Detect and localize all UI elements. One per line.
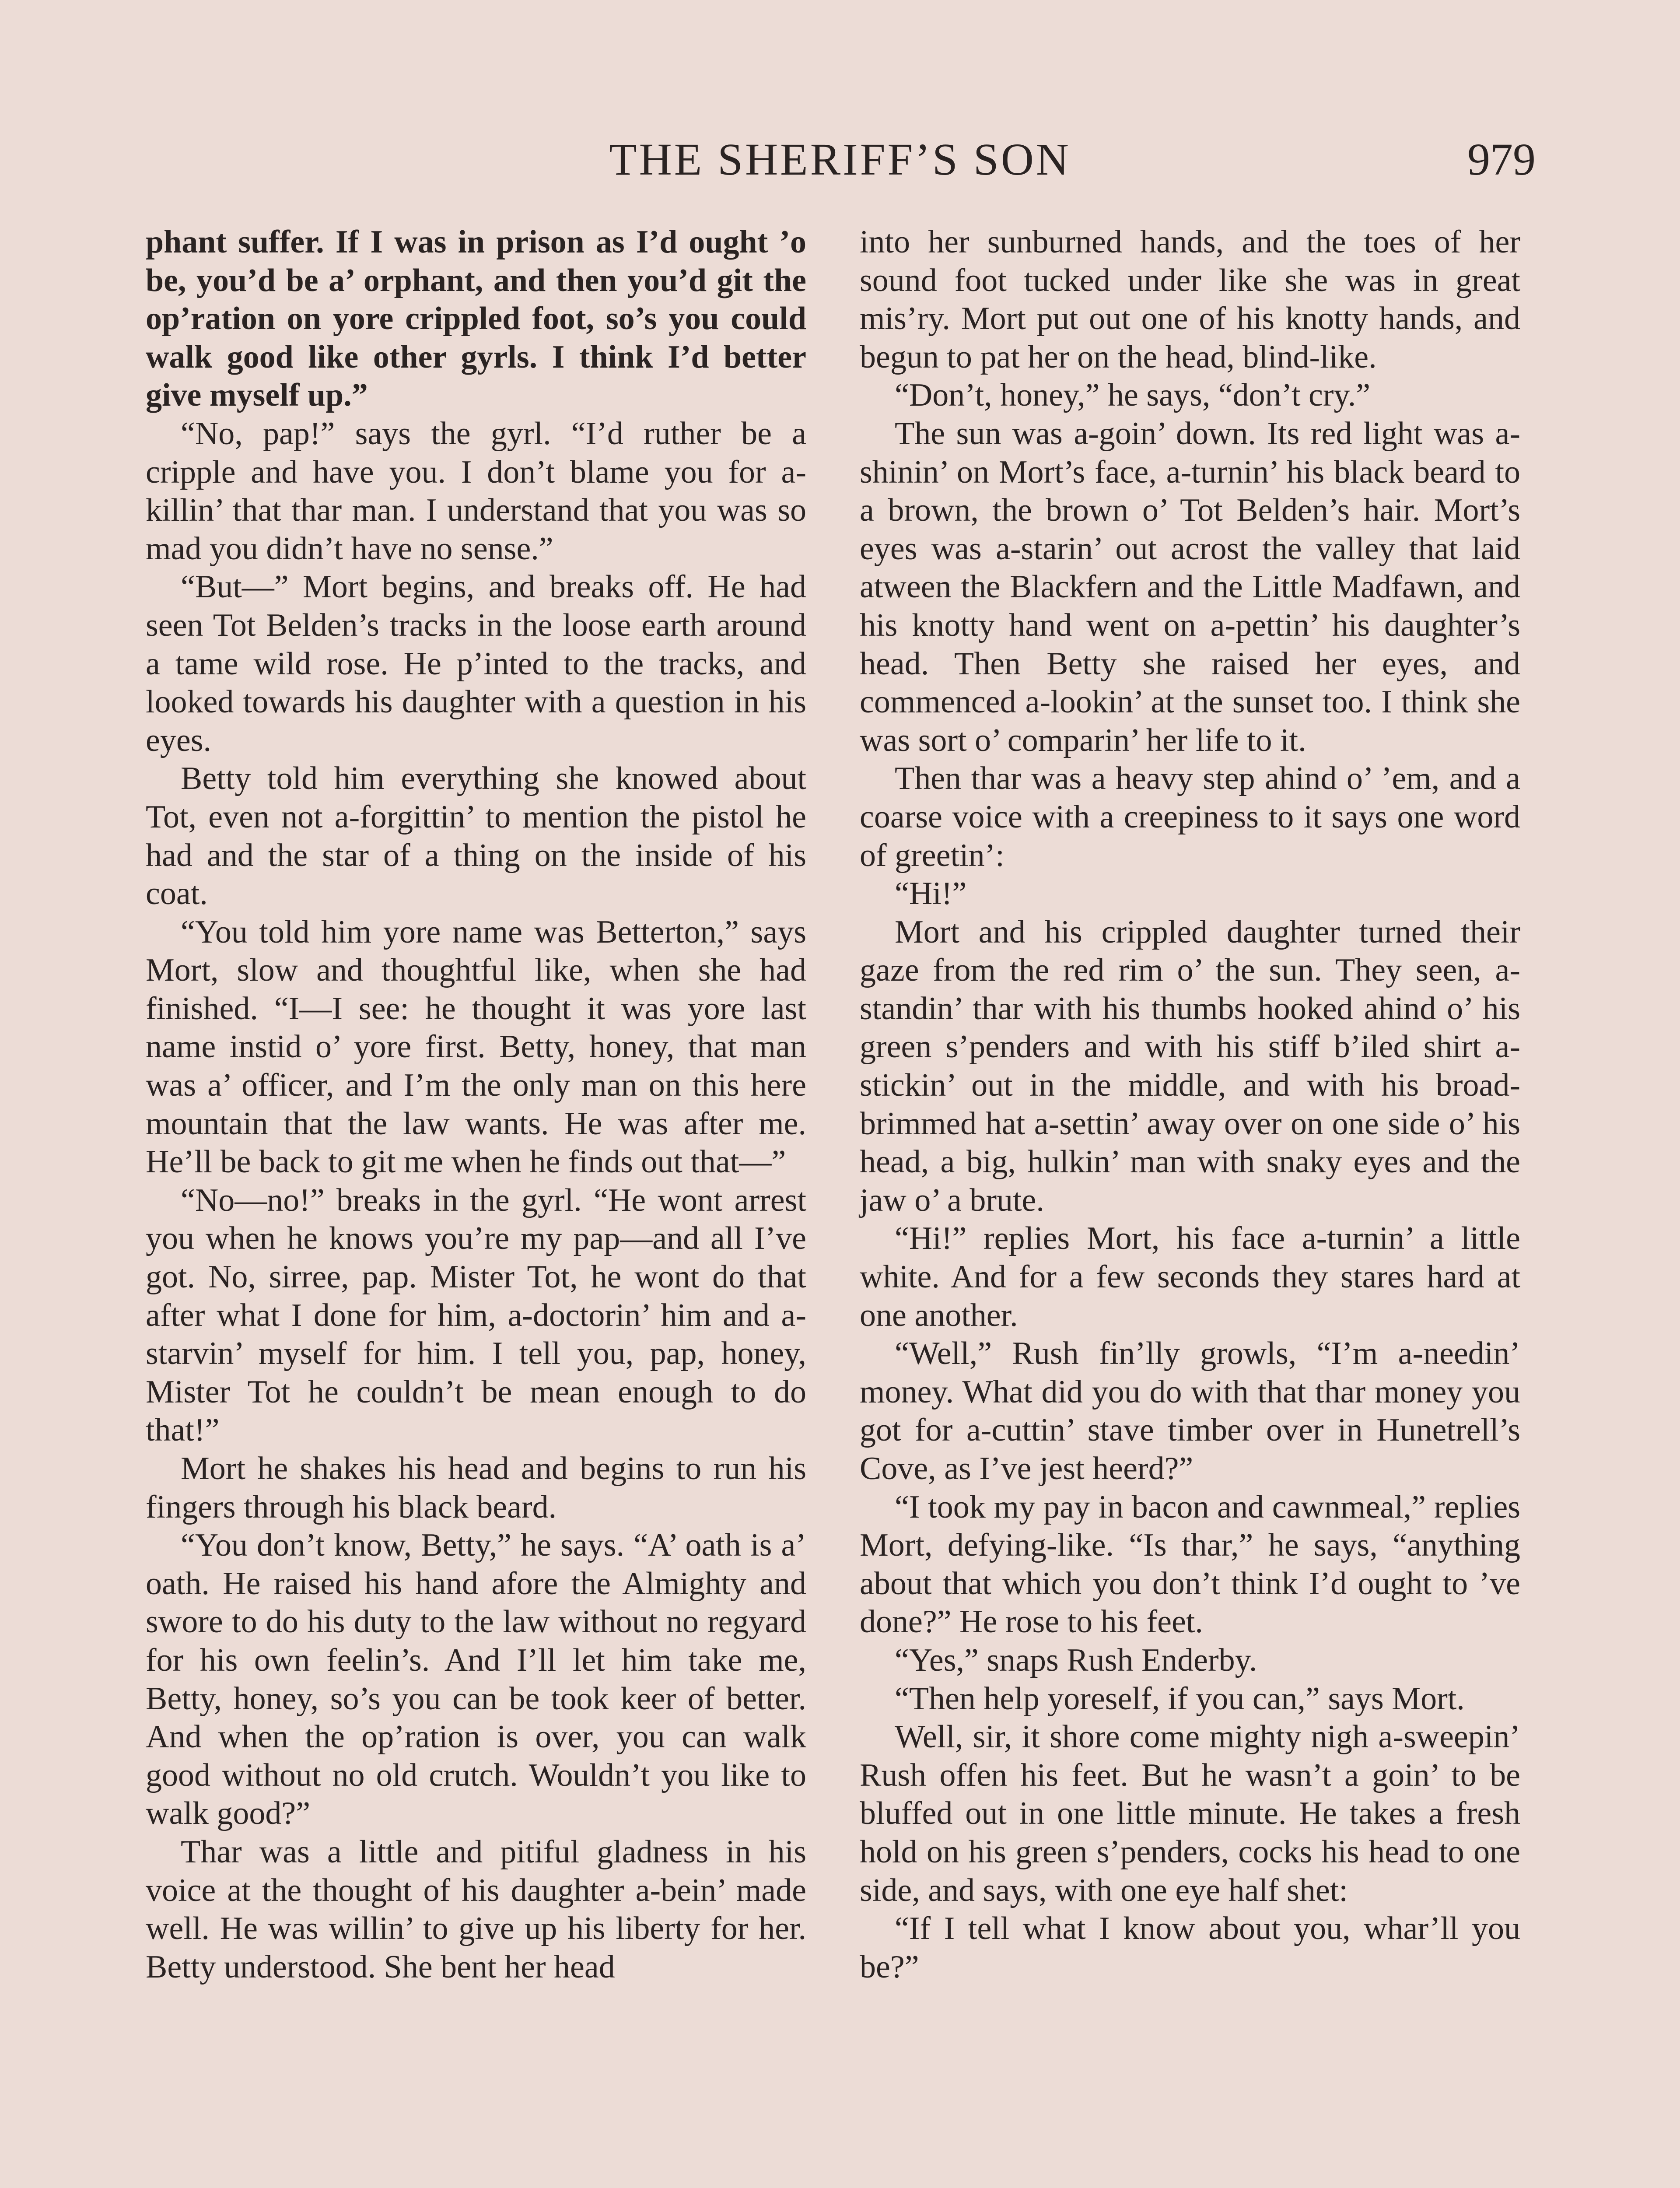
paragraph: “No—no!” breaks in the gyrl. “He wont arrest you when he knows you’re my pap—and all I’ve got. No, sirree, pap. Mister Tot, he wont do that after what I done for him, a-doctorin’ him and a-starvin’ myself for him. I tell you, pap, honey, Mister Tot he couldn’t be mean enough to do that!” bbox=[146, 1182, 806, 1448]
paragraph: Thar was a little and pitiful gladness in his voice at the thought of his daughter a-bein’ made well. He was willin’ to give up his liberty for her. Betty understood. She bent her head bbox=[146, 1834, 806, 1985]
paragraph: “No, pap!” says the gyrl. “I’d ruther be a cripple and have you. I don’t blame you for a-killin’ that thar man. I understand that you was so mad you didn’t have no sense.” bbox=[146, 415, 806, 567]
page-title: THE SHERIFF’S SON bbox=[609, 134, 1071, 185]
paragraph: “Hi!” replies Mort, his face a-turnin’ a little white. And for a few seconds they stares hard at one another. bbox=[860, 1220, 1520, 1333]
paragraph: “But—” Mort begins, and breaks off. He had seen Tot Belden’s tracks in the loose earth around a tame wild rose. He p’inted to the tracks, and looked towards his daughter with a question in his eyes. bbox=[146, 569, 806, 758]
paragraph: “Don’t, honey,” he says, “don’t cry.” bbox=[895, 377, 1371, 414]
page-number: 979 bbox=[1467, 134, 1536, 185]
paragraph: “You told him yore name was Betterton,” says Mort, slow and thoughtful like, when she had finished. “I—I see: he thought it was yore last name instid o’ yore first. Betty, honey, that man was a’ officer, and I’m the only man on this here mountain that the law wants. He was after me. He’ll be back to git me when he finds out that—” bbox=[146, 914, 806, 1180]
paragraph: Betty told him everything she knowed about Tot, even not a-forgittin’ to mention the pistol he had and the star of a thing on the inside of his coat. bbox=[146, 761, 806, 912]
paragraph: “I took my pay in bacon and cawnmeal,” replies Mort, defying-like. “Is thar,” he says, “anything about that which you don’t think I’d ought to ’ve done?” He rose to his feet. bbox=[860, 1489, 1520, 1640]
running-head bbox=[144, 127, 1536, 193]
paragraph: “You don’t know, Betty,” he says. “A’ oath is a’ oath. He raised his hand afore the Almighty and swore to do his duty to the law without no regyard for his own feelin’s. And I’ll let him take me, Betty, honey, so’s you can be took keer of better. And when the op’ration is over, you can walk good without no old crutch. Wouldn’t you like to walk good?” bbox=[146, 1527, 806, 1832]
paragraph: “Yes,” snaps Rush Enderby. bbox=[895, 1642, 1257, 1678]
paragraph: Mort he shakes his head and begins to run his fingers through his black beard. bbox=[146, 1451, 806, 1525]
paragraph: The sun was a-goin’ down. Its red light was a-shinin’ on Mort’s face, a-turnin’ his black beard to a brown, the brown o’ Tot Belden’s hair. Mort’s eyes was a-starin’ out acrost the valley that laid atween the Blackfern and the Little Madfawn, and his knotty hand went on a-pettin’ his daughter’s head. Then Betty she raised her eyes, and commenced a-lookin’ at the sunset too. I think she was sort o’ comparin’ her life to it. bbox=[860, 415, 1520, 758]
paragraph: “Well,” Rush fin’lly growls, “I’m a-needin’ money. What did you do with that thar money you got for a-cuttin’ stave timber over in Hunetrell’s Cove, as I’ve jest heerd?” bbox=[860, 1336, 1520, 1487]
paragraph: into her sunburned hands, and the toes of her sound foot tucked under like she was in great mis’ry. Mort put out one of his knotty hands, and begun to pat her on the head, blind-like. bbox=[860, 224, 1520, 375]
paragraph: Well, sir, it shore come mighty nigh a-sweepin’ Rush offen his feet. But he wasn’t a goin’ to be bluffed out in one little minute. He takes a fresh hold on his green s’penders, cocks his head to one side, and says, with one eye half shet: bbox=[860, 1719, 1520, 1908]
paragraph: Mort and his crippled daughter turned their gaze from the red rim o’ the sun. They seen, a-standin’ thar with his thumbs hooked ahind o’ his green s’penders and with his stiff b’iled shirt a-stickin’ out in the middle, and with his broad-brimmed hat a-settin’ away over on one side o’ his head, a big, hulkin’ man with snaky eyes and the jaw o’ a brute. bbox=[860, 914, 1520, 1218]
paragraph: phant suffer. If I was in prison as I’d ought ’o be, you’d be a’ orphant, and then you’d git the op’ration on yore crippled foot, so’s you could walk good like other gyrls. I think I’d better give myself up.” bbox=[146, 224, 806, 414]
paragraph: “If I tell what I know about you, whar’ll you be?” bbox=[860, 1911, 1520, 1985]
right-column bbox=[860, 223, 1520, 1986]
left-column bbox=[146, 223, 806, 1986]
paragraph: Then thar was a heavy step ahind o’ ’em, and a coarse voice with a creepiness to it says one word of greetin’: bbox=[860, 761, 1520, 873]
paragraph: “Hi!” bbox=[895, 876, 967, 912]
paragraph: “Then help yoreself, if you can,” says Mort. bbox=[895, 1680, 1465, 1717]
